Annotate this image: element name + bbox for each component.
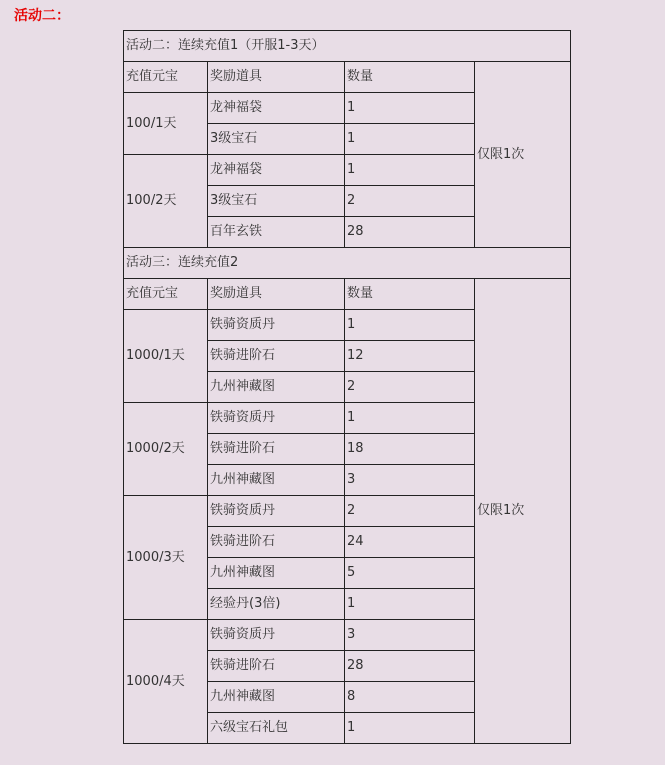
reward-item-name: 九州神藏图: [208, 682, 345, 713]
limit-cell: 仅限1次: [475, 279, 571, 744]
reward-item-quantity: 1: [345, 93, 475, 124]
reward-item-name: 龙神福袋: [208, 93, 345, 124]
recharge-amount: 1000/4天: [124, 620, 208, 744]
header-row: [124, 62, 571, 93]
reward-item-quantity: 28: [345, 217, 475, 248]
reward-item-name: 九州神藏图: [208, 558, 345, 589]
reward-table-body: [124, 31, 571, 744]
recharge-amount: 1000/1天: [124, 310, 208, 403]
reward-item-name: 铁骑资质丹: [208, 620, 345, 651]
reward-item-name: 铁骑资质丹: [208, 310, 345, 341]
reward-item-quantity: 2: [345, 372, 475, 403]
header-item: 奖励道具: [208, 279, 345, 310]
reward-item-name: 铁骑资质丹: [208, 403, 345, 434]
reward-item-quantity: 1: [345, 155, 475, 186]
reward-item-quantity: 5: [345, 558, 475, 589]
reward-item-quantity: 24: [345, 527, 475, 558]
section-title-row: [124, 248, 571, 279]
header-row: [124, 279, 571, 310]
reward-item-quantity: 2: [345, 186, 475, 217]
reward-item-name: 3级宝石: [208, 124, 345, 155]
reward-item-name: 经验丹(3倍): [208, 589, 345, 620]
recharge-amount: 1000/2天: [124, 403, 208, 496]
header-amount: 充值元宝: [124, 62, 208, 93]
section-title-row: [124, 31, 571, 62]
reward-item-name: 铁骑进阶石: [208, 434, 345, 465]
reward-item-name: 铁骑进阶石: [208, 651, 345, 682]
header-quantity: 数量: [345, 279, 475, 310]
reward-item-quantity: 1: [345, 124, 475, 155]
reward-item-name: 铁骑资质丹: [208, 496, 345, 527]
reward-item-name: 六级宝石礼包: [208, 713, 345, 744]
reward-item-name: 龙神福袋: [208, 155, 345, 186]
reward-item-quantity: 1: [345, 403, 475, 434]
header-item: 奖励道具: [208, 62, 345, 93]
reward-item-quantity: 28: [345, 651, 475, 682]
reward-item-quantity: 1: [345, 589, 475, 620]
reward-item-name: 3级宝石: [208, 186, 345, 217]
reward-item-name: 九州神藏图: [208, 465, 345, 496]
section-title: 活动二：连续充值1（开服1-3天）: [124, 31, 571, 62]
reward-item-quantity: 12: [345, 341, 475, 372]
recharge-amount: 100/1天: [124, 93, 208, 155]
limit-cell: 仅限1次: [475, 62, 571, 248]
reward-item-quantity: 3: [345, 620, 475, 651]
reward-item-name: 九州神藏图: [208, 372, 345, 403]
reward-item-quantity: 1: [345, 713, 475, 744]
reward-item-name: 铁骑进阶石: [208, 527, 345, 558]
header-amount: 充值元宝: [124, 279, 208, 310]
reward-item-quantity: 1: [345, 310, 475, 341]
header-quantity: 数量: [345, 62, 475, 93]
section-title: 活动三：连续充值2: [124, 248, 571, 279]
recharge-amount: 1000/3天: [124, 496, 208, 620]
reward-item-quantity: 18: [345, 434, 475, 465]
recharge-reward-table: [123, 30, 571, 744]
reward-item-quantity: 2: [345, 496, 475, 527]
reward-item-quantity: 3: [345, 465, 475, 496]
reward-item-name: 百年玄铁: [208, 217, 345, 248]
recharge-amount: 100/2天: [124, 155, 208, 248]
activity-heading: 活动二：: [14, 8, 70, 24]
reward-item-quantity: 8: [345, 682, 475, 713]
reward-item-name: 铁骑进阶石: [208, 341, 345, 372]
